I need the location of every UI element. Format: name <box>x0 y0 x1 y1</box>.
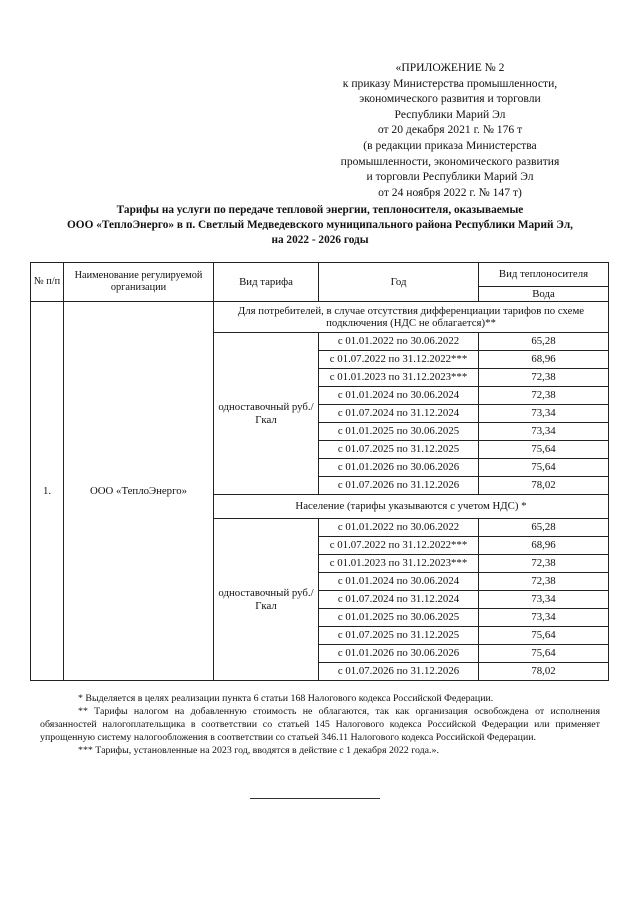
period-cell: с 01.07.2022 по 31.12.2022*** <box>319 537 479 555</box>
tariff-value-cell: 73,34 <box>479 609 609 627</box>
appendix-line: к приказу Министерства промышленности, <box>342 76 558 90</box>
appendix-line: промышленности, экономического развития <box>340 154 560 168</box>
tariff-value-cell: 73,34 <box>479 591 609 609</box>
period-cell: с 01.07.2026 по 31.12.2026 <box>319 663 479 681</box>
footnote: *** Тарифы, установленные на 2023 год, вводятся в действие с 1 декабря 2022 года.». <box>78 745 439 756</box>
tariff-value-cell: 72,38 <box>479 573 609 591</box>
tariff-value-cell: 72,38 <box>479 369 609 387</box>
period-cell: с 01.01.2022 по 30.06.2022 <box>319 519 479 537</box>
tariff-value-cell: 68,96 <box>479 537 609 555</box>
tariff-value-cell: 75,64 <box>479 459 609 477</box>
appendix-header <box>320 60 580 200</box>
period-cell: с 01.01.2022 по 30.06.2022 <box>319 333 479 351</box>
title-line: на 2022 - 2026 годы <box>271 234 369 246</box>
tariff-table <box>30 262 609 681</box>
tariff-value-cell: 73,34 <box>479 423 609 441</box>
appendix-line: от 24 ноября 2022 г. № 147 т) <box>378 185 522 199</box>
tariff-value-cell: 75,64 <box>479 645 609 663</box>
title-line: Тарифы на услуги по передаче тепловой энергии, теплоносителя, оказываемые <box>116 204 524 216</box>
period-cell: с 01.07.2025 по 31.12.2025 <box>319 441 479 459</box>
signature-line <box>250 798 380 799</box>
header-year: Год <box>319 263 479 302</box>
document-title <box>40 203 600 248</box>
period-cell: с 01.07.2024 по 31.12.2024 <box>319 405 479 423</box>
footnote: * Выделяется в целях реализации пункта 6 статьи 168 Налогового кодекса Российской Федерации. <box>78 693 494 704</box>
appendix-line: и торговли Республики Марий Эл <box>366 170 534 184</box>
period-cell: с 01.07.2025 по 31.12.2025 <box>319 627 479 645</box>
tariff-value-cell: 65,28 <box>479 519 609 537</box>
tariff-value-cell: 75,64 <box>479 441 609 459</box>
period-cell: с 01.01.2025 по 30.06.2025 <box>319 609 479 627</box>
appendix-line: (в редакции приказа Министерства <box>363 138 537 152</box>
period-cell: с 01.07.2026 по 31.12.2026 <box>319 477 479 495</box>
tariff-value-cell: 72,38 <box>479 555 609 573</box>
tariff-value-cell: 78,02 <box>479 663 609 681</box>
section-heading: Население (тарифы указываются с учетом НДС) * <box>214 495 609 519</box>
appendix-line: от 20 декабря 2021 г. № 176 т <box>377 123 523 137</box>
row-number: 1. <box>31 302 64 681</box>
tariff-value-cell: 75,64 <box>479 627 609 645</box>
period-cell: с 01.01.2025 по 30.06.2025 <box>319 423 479 441</box>
header-water: Вода <box>479 287 609 302</box>
organization-name: ООО «ТеплоЭнерго» <box>64 302 214 681</box>
period-cell: с 01.01.2026 по 30.06.2026 <box>319 645 479 663</box>
header-num: № п/п <box>31 263 64 302</box>
footnotes <box>40 692 600 757</box>
period-cell: с 01.01.2024 по 30.06.2024 <box>319 573 479 591</box>
header-tariff-type: Вид тарифа <box>214 263 319 302</box>
footnote: ** Тарифы налогом на добавленную стоимость не облагаются, так как организация освобождена от исполнения обязанностей налогоплательщика в соответствии со статьей 145 Налогового кодекса Российской Федерации или применяет упрощенную систему налогообложения в соответствии со статьей 346.11 Налогового кодекса Российской Федерации. <box>40 706 600 743</box>
tariff-value-cell: 68,96 <box>479 351 609 369</box>
section-heading-row <box>31 302 609 333</box>
header-carrier: Вид теплоносителя <box>479 263 609 287</box>
header-organization: Наименование регулируемой организации <box>64 263 214 302</box>
period-cell: с 01.07.2024 по 31.12.2024 <box>319 591 479 609</box>
title-line: ООО «ТеплоЭнерго» в п. Светлый Медведевского муниципального района Республики Марий Эл, <box>67 219 573 231</box>
tariff-type: одноставочный руб./Гкал <box>214 333 319 495</box>
tariff-value-cell: 65,28 <box>479 333 609 351</box>
tariff-type: одноставочный руб./Гкал <box>214 519 319 681</box>
tariff-value-cell: 73,34 <box>479 405 609 423</box>
tariff-table-body <box>31 302 609 681</box>
period-cell: с 01.01.2024 по 30.06.2024 <box>319 387 479 405</box>
period-cell: с 01.01.2026 по 30.06.2026 <box>319 459 479 477</box>
period-cell: с 01.07.2022 по 31.12.2022*** <box>319 351 479 369</box>
appendix-line: Республики Марий Эл <box>394 107 506 121</box>
period-cell: с 01.01.2023 по 31.12.2023*** <box>319 555 479 573</box>
tariff-value-cell: 72,38 <box>479 387 609 405</box>
section-heading: Для потребителей, в случае отсутствия дифференциации тарифов по схеме подключения (НДС не облагается)** <box>214 302 609 333</box>
appendix-line: «ПРИЛОЖЕНИЕ № 2 <box>395 61 505 74</box>
appendix-line: экономического развития и торговли <box>359 92 541 106</box>
period-cell: с 01.01.2023 по 31.12.2023*** <box>319 369 479 387</box>
tariff-value-cell: 78,02 <box>479 477 609 495</box>
